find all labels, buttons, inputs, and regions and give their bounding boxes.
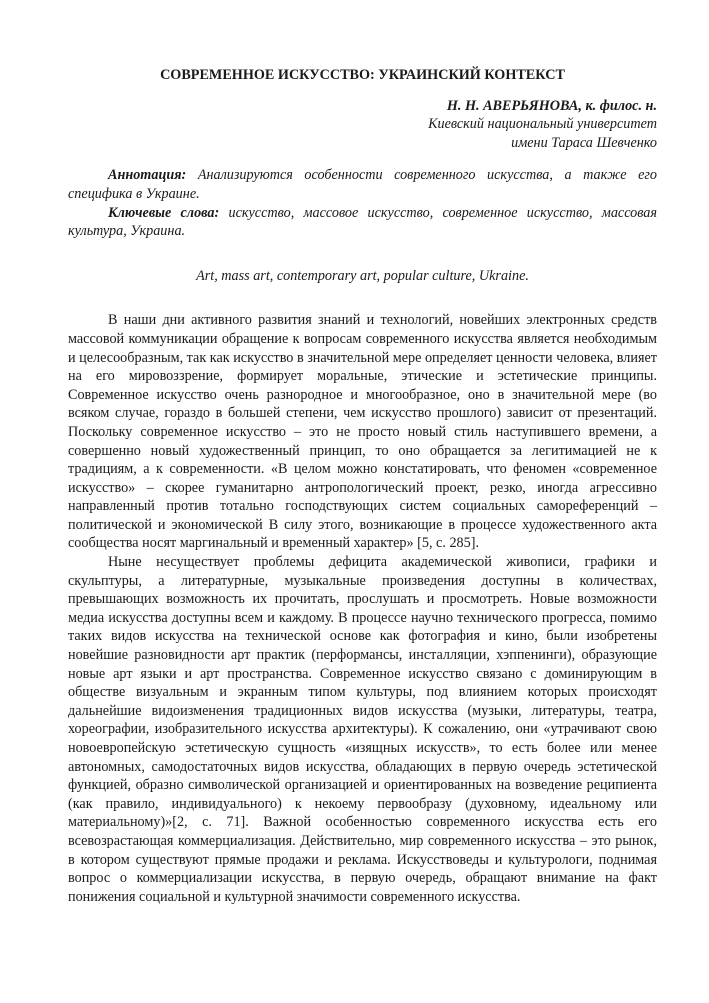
english-keywords: Art, mass art, contemporary art, popular culture, Ukraine. bbox=[196, 267, 529, 284]
abstract-text: Анализируются особенности современного искусства, а также его специфика в Украине. bbox=[68, 167, 658, 202]
author-affiliation-line1: Киевский национальный университет bbox=[428, 116, 657, 133]
article-title: СОВРЕМЕННОЕ ИСКУССТВО: УКРАИНСКИЙ КОНТЕКСТ bbox=[160, 67, 565, 83]
author-block bbox=[68, 97, 657, 153]
author-affiliation-line2: имени Тараса Шевченко bbox=[511, 134, 657, 151]
abstract-block bbox=[68, 166, 657, 240]
keywords-label: Ключевые слова: bbox=[108, 204, 220, 221]
article-body bbox=[68, 311, 657, 906]
body-paragraph-2: Ныне несуществует проблемы дефицита академической живописи, графики и скульптуры, а литературные, музыкальные произведения доступны в количествах, превышающих возможность их прочитать, прослушать и просмотреть. Новые возможности медиа искусства доступны всем и каждому. В процессе научно технического прогресса, помимо таких видов искусства на технической основе как фотография и кино, были изобретены новейшие разновидности арт практик (перформансы, инсталляции, хэппенинги), образующие новые арт языки и арт пространства. Современное искусство связано с доминирующим в обществе визуальным и экранным типом культуры, под влиянием которых происходят дальнейшие видоизменения традиционных видов искусства (музыки, литературы, театра, хореографии, изобразительного искусства архитектуры). К сожалению, они «утрачивают свою новоевропейскую эстетическую сущность «изящных искусств», то есть более или менее автономных, самодостаточных видов искусства, обладающих в первую очередь эстетической функцией, образно символической организацией и ориентированных на возведение реципиента (как правило, индивидуального) к некоему первообразу (духовному, идеальному или материальному)»[2, с. 71]. Важной особенностью современного искусства есть его всевозрастающая коммерциализация. Действительно, мир современного искусства – это рынок, в котором существуют прямые продажи и реклама. Искусствоведы и культурологи, поднимая вопрос о коммерциализации искусства, в первую очередь, обращают внимание на факт понижения социальной и культурной значимости современного искусства. bbox=[68, 554, 657, 905]
abstract-label: Аннотация: bbox=[108, 167, 187, 184]
author-name: Н. Н. АВЕРЬЯНОВА, к. филос. н. bbox=[446, 97, 657, 114]
abstract-paragraph bbox=[68, 166, 657, 203]
keywords-paragraph bbox=[68, 204, 657, 241]
keywords-text: искусство, массовое искусство, современное искусство, массовая культура, Украина. bbox=[68, 204, 657, 240]
body-paragraph-1: В наши дни активного развития знаний и технологий, новейших электронных средств массовой коммуникации обращение к вопросам современного искусства является необходимым и целесообразным, так как искусство в значительной мере определяет ценности человека, влияет на его мировоззрение, формирует моральные, этические и эстетические принципы. Современное искусство очень разнородное и многообразное, оно в значительной мере (во всяком случае, гораздо в большей степени, чем искусство прошлого) зависит от презентаций. Поскольку современное искусство – это не просто новый стиль наступившего времени, а совершенно новый художественный принцип, то оно обращается за легитимацией не к традициям, а к современности. «В целом можно констатировать, что феномен «современное искусство» – скорее гуманитарно антропологический проект, резко, иногда агрессивно направленный против тотально господствующих систем социальных самореференций – политической и экономической В силу этого, возникающие в процессе художественного акта сообщества носят маргинальный и временный характер» [5, с. 285]. bbox=[68, 312, 657, 552]
